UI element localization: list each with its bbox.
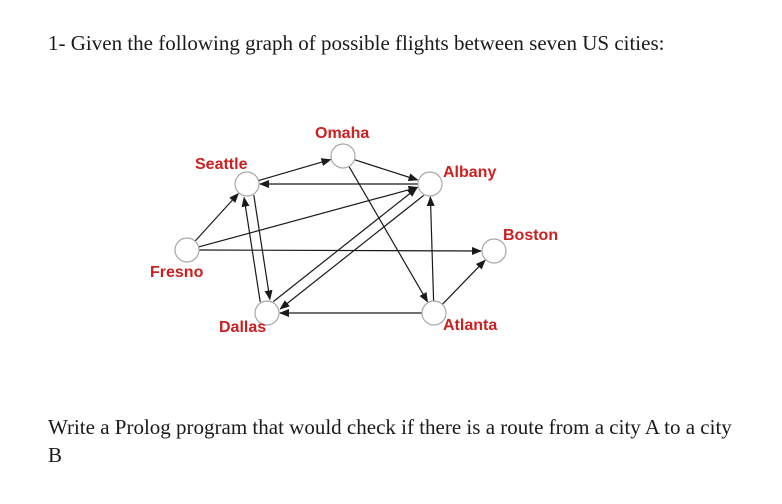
edge-fresno-to-boston	[199, 250, 481, 251]
label-fresno: Fresno	[150, 264, 204, 281]
label-omaha: Omaha	[315, 125, 370, 142]
edge-omaha-to-atlanta	[349, 166, 428, 301]
label-dallas: Dallas	[219, 319, 267, 336]
node-omaha	[331, 144, 355, 168]
node-seattle	[235, 172, 259, 196]
edge-albany-to-dallas	[280, 195, 423, 309]
edge-atlanta-to-albany	[430, 197, 433, 301]
label-seattle: Seattle	[195, 156, 248, 173]
edge-seattle-to-dallas	[254, 195, 270, 299]
node-albany	[418, 172, 442, 196]
label-albany: Albany	[443, 164, 497, 181]
edge-omaha-to-albany	[354, 160, 417, 180]
edge-dallas-to-albany	[273, 188, 416, 302]
question-task: Write a Prolog program that would check if there is a route from a city A to a city B	[48, 415, 732, 467]
edge-fresno-to-seattle	[195, 194, 238, 242]
node-fresno	[175, 238, 199, 262]
edge-fresno-to-albany	[199, 187, 418, 247]
question-intro: 1- Given the following graph of possible flights between seven US cities:	[48, 31, 665, 55]
edge-seattle-to-omaha	[259, 160, 331, 181]
label-atlanta: Atlanta	[443, 317, 498, 334]
label-boston: Boston	[503, 227, 559, 244]
edge-atlanta-to-boston	[442, 260, 485, 304]
